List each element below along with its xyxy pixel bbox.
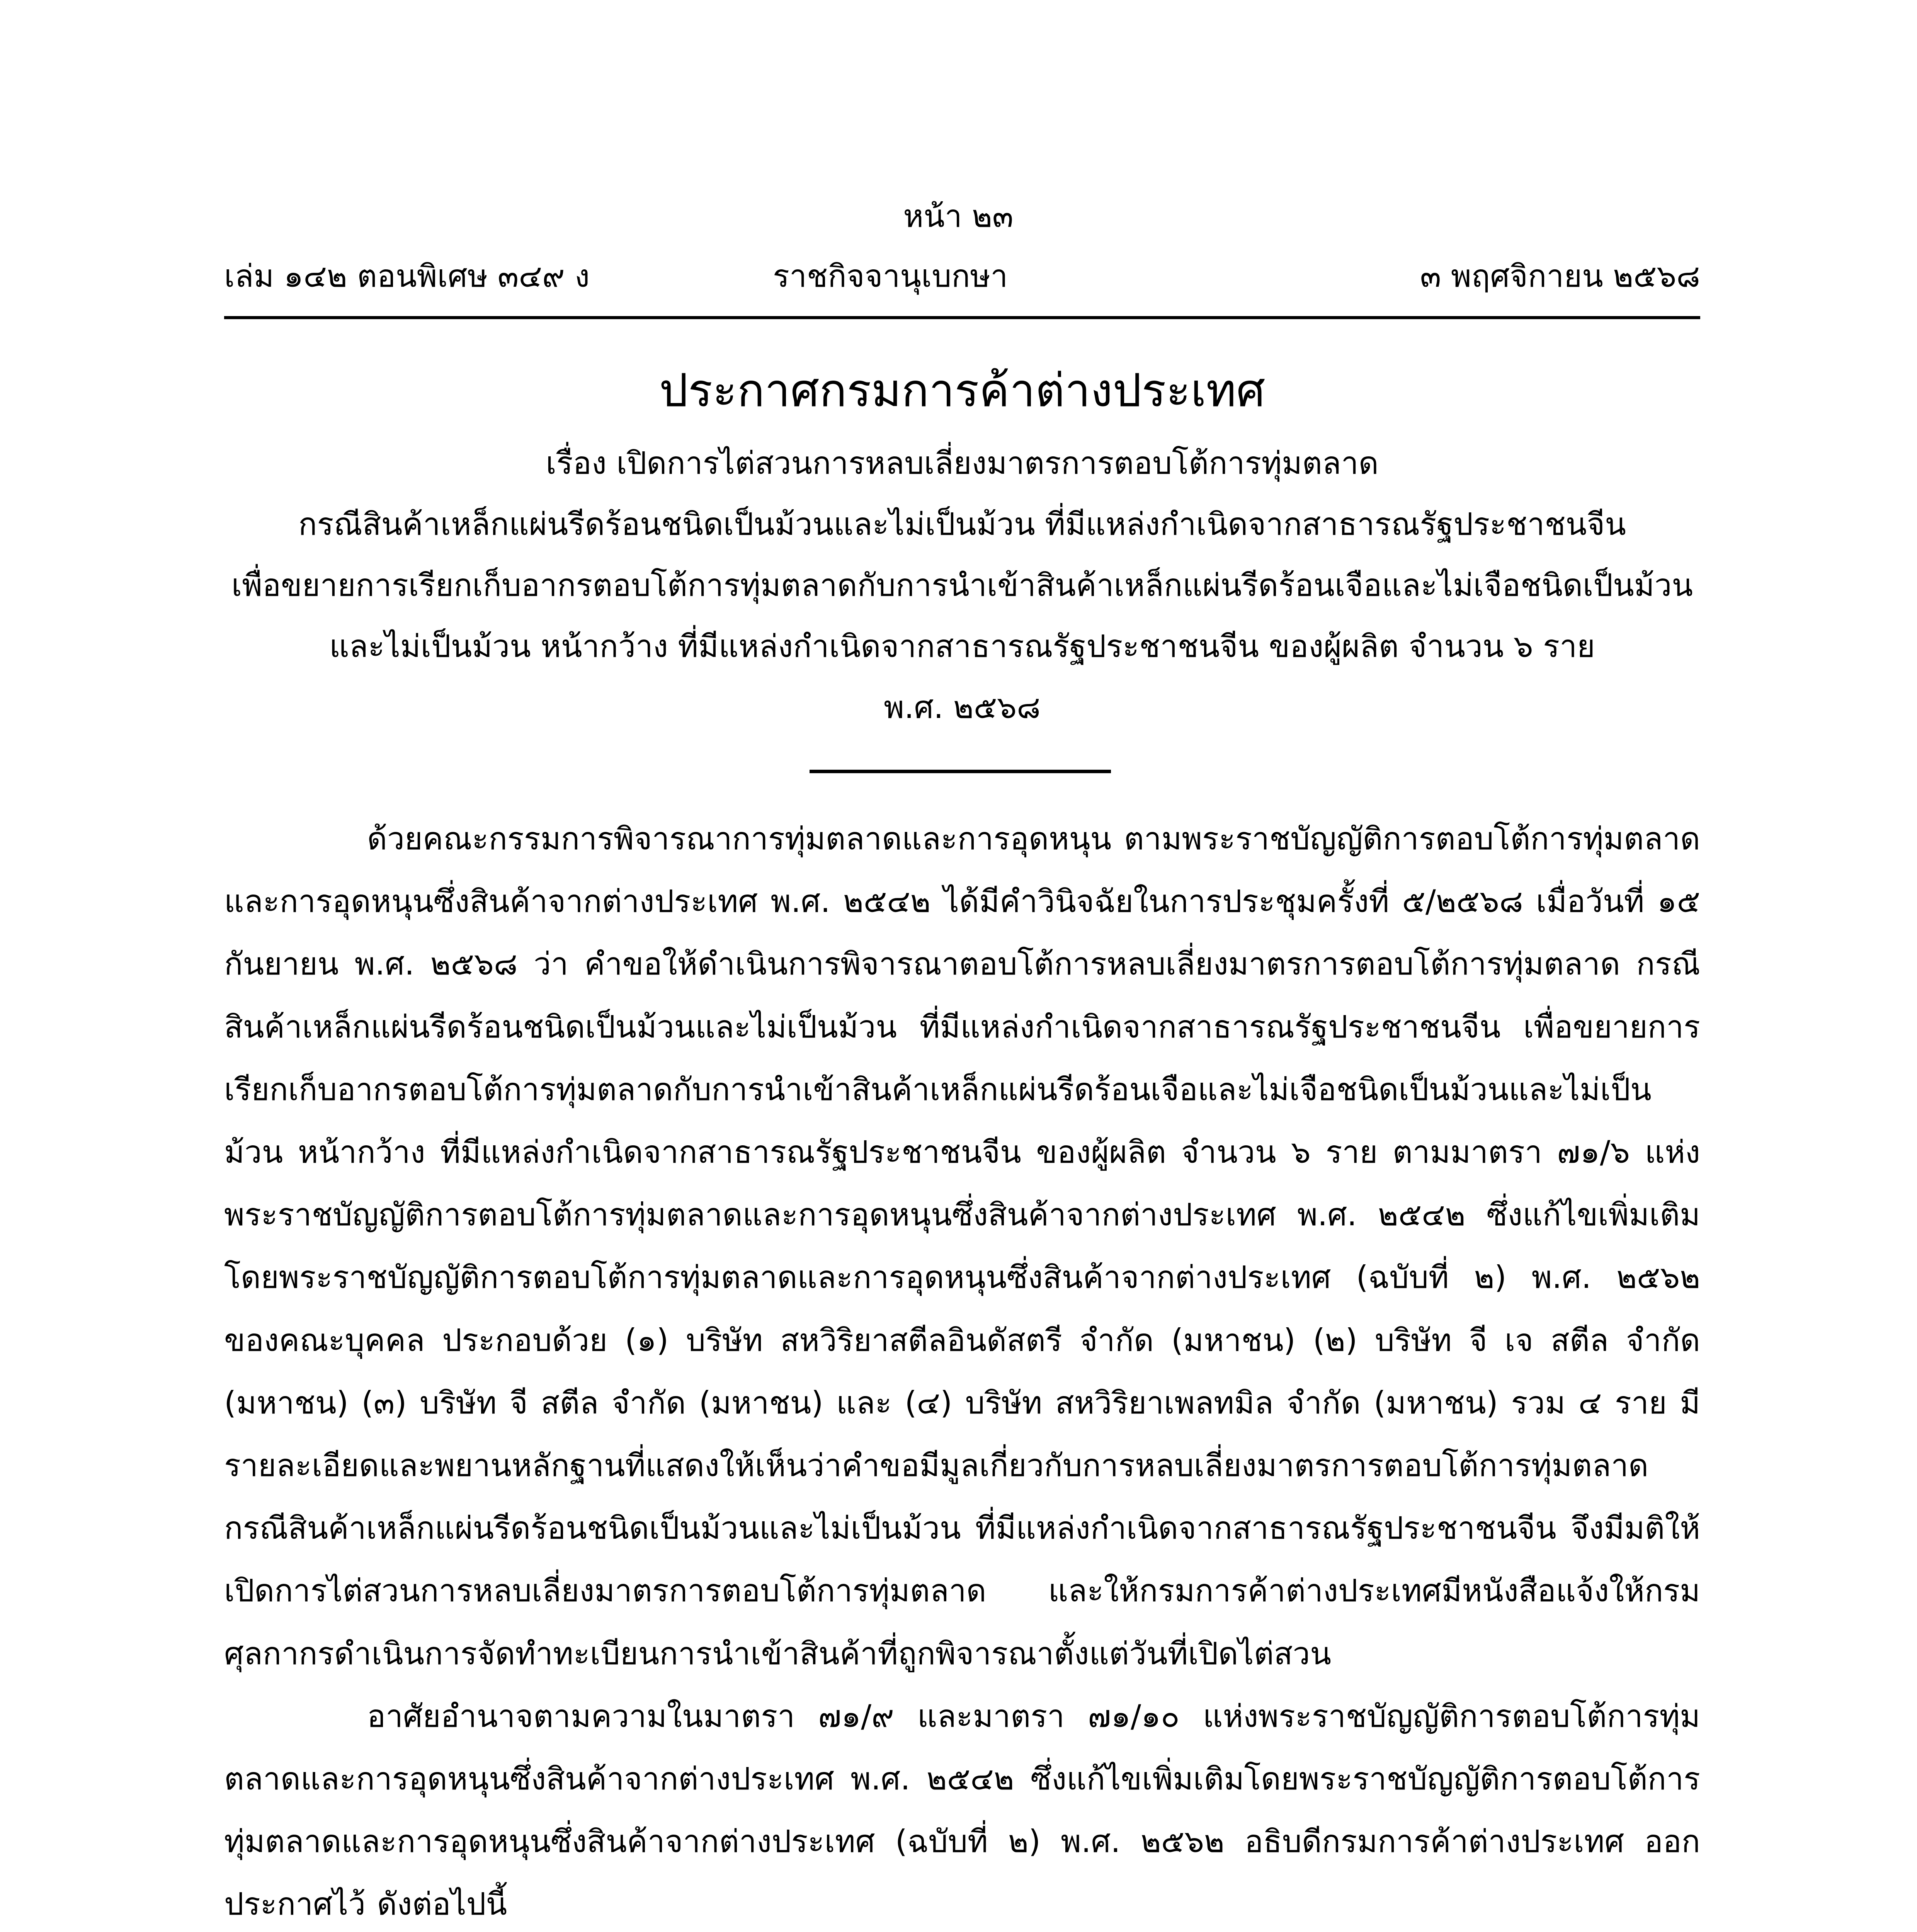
header-divider <box>224 316 1700 319</box>
subject-line: และไม่เป็นม้วน หน้ากว้าง ที่มีแหล่งกำเนิดจากสาธารณรัฐประชาชนจีน ของผู้ผลิต จำนวน ๖ ราย <box>329 628 1595 664</box>
body-paragraph: ด้วยคณะกรรมการพิจารณาการทุ่มตลาดและการอุดหนุน ตามพระราชบัญญัติการตอบโต้การทุ่มตลาดและการอุดหนุนซึ่งสินค้าจากต่างประเทศ พ.ศ. ๒๕๔๒ ได้มีคำวินิจฉัยในการประชุมครั้งที่ ๕/๒๕๖๘ เมื่อวันที่ ๑๕ กันยายน พ.ศ. ๒๕๖๘ ว่า คำขอให้ดำเนินการพิจารณาตอบโต้การหลบเลี่ยงมาตรการตอบโต้การทุ่มตลาด กรณีสินค้าเหล็กแผ่นรีดร้อนชนิดเป็นม้วนและไม่เป็นม้วน ที่มีแหล่งกำเนิดจากสาธารณรัฐประชาชนจีน เพื่อขยายการเรียกเก็บอากรตอบโต้การทุ่มตลาดกับการนำเข้าสินค้าเหล็กแผ่นรีดร้อนเจือและไม่เจือชนิดเป็นม้วนและไม่เป็นม้วน หน้ากว้าง ที่มีแหล่งกำเนิดจากสาธารณรัฐประชาชนจีน ของผู้ผลิต จำนวน ๖ ราย ตามมาตรา ๗๑/๖ แห่งพระราชบัญญัติการตอบโต้การทุ่มตลาดและการอุดหนุนซึ่งสินค้าจากต่างประเทศ พ.ศ. ๒๕๔๒ ซึ่งแก้ไขเพิ่มเติมโดยพระราชบัญญัติการตอบโต้การทุ่มตลาดและการอุดหนุนซึ่งสินค้าจากต่างประเทศ (ฉบับที่ ๒) พ.ศ. ๒๕๖๒ ของคณะบุคคล ประกอบด้วย (๑) บริษัท สหวิริยาสตีลอินดัสตรี จำกัด (มหาชน) (๒) บริษัท จี เจ สตีล จำกัด (มหาชน) (๓) บริษัท จี สตีล จำกัด (มหาชน) และ (๔) บริษัท สหวิริยาเพลทมิล จำกัด (มหาชน) รวม ๔ ราย มีรายละเอียดและพยานหลักฐานที่แสดงให้เห็นว่าคำขอมีมูลเกี่ยวกับการหลบเลี่ยงมาตรการตอบโต้การทุ่มตลาดกรณีสินค้าเหล็กแผ่นรีดร้อนชนิดเป็นม้วนและไม่เป็นม้วน ที่มีแหล่งกำเนิดจากสาธารณรัฐประชาชนจีน จึงมีมติให้เปิดการไต่สวนการหลบเลี่ยงมาตรการตอบโต้การทุ่มตลาด และให้กรมการค้าต่างประเทศมีหนังสือแจ้งให้กรมศุลกากรดำเนินการจัดทำทะเบียนการนำเข้าสินค้าที่ถูกพิจารณาตั้งแต่วันที่เปิดไต่สวน <box>224 821 1701 1672</box>
gazette-name: ราชกิจจานุเบกษา <box>773 258 1008 294</box>
title-divider <box>810 770 1111 773</box>
announcement-subject <box>216 433 1708 738</box>
announcement-title: ประกาศกรมการค้าต่างประเทศ <box>659 364 1266 417</box>
body-paragraph: อาศัยอำนาจตามความในมาตรา ๗๑/๙ และมาตรา ๗๑/๑๐ แห่งพระราชบัญญัติการตอบโต้การทุ่มตลาดและการอุดหนุนซึ่งสินค้าจากต่างประเทศ พ.ศ. ๒๕๔๒ ซึ่งแก้ไขเพิ่มเติมโดยพระราชบัญญัติการตอบโต้การทุ่มตลาดและการอุดหนุนซึ่งสินค้าจากต่างประเทศ (ฉบับที่ ๒) พ.ศ. ๒๕๖๒ อธิบดีกรมการค้าต่างประเทศ ออกประกาศไว้ ดังต่อไปนี้ <box>224 1698 1700 1922</box>
subject-line: เรื่อง เปิดการไต่สวนการหลบเลี่ยงมาตรการตอบโต้การทุ่มตลาด <box>546 445 1379 481</box>
subject-year: พ.ศ. ๒๕๖๘ <box>884 689 1041 725</box>
subject-line: กรณีสินค้าเหล็กแผ่นรีดร้อนชนิดเป็นม้วนและไม่เป็นม้วน ที่มีแหล่งกำเนิดจากสาธารณรัฐประชาชนจีน <box>298 506 1626 542</box>
publication-date: ๓ พฤศจิกายน ๒๕๖๘ <box>1420 258 1700 294</box>
announcement-body <box>224 808 1700 1932</box>
volume-issue: เล่ม ๑๔๒ ตอนพิเศษ ๓๔๙ ง <box>224 258 590 294</box>
subject-line: เพื่อขยายการเรียกเก็บอากรตอบโต้การทุ่มตลาดกับการนำเข้าสินค้าเหล็กแผ่นรีดร้อนเจือและไม่เจือชนิดเป็นม้วน <box>231 567 1693 603</box>
page-number: หน้า ๒๓ <box>903 198 1014 234</box>
